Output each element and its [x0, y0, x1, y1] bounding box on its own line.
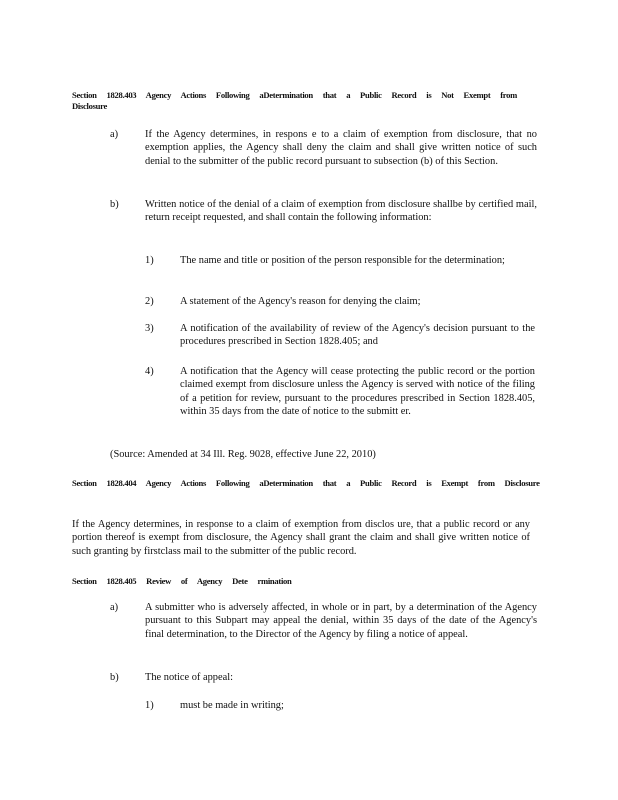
item-text: A notification of the availability of review of the Agency's decision pursuant to the procedures prescribed in Section 1828.405; and [180, 323, 535, 348]
item-label: a) [110, 129, 119, 140]
item-text: A notification that the Agency will cease protecting the public record or the portion claimed exempt from disclosure unless the Agency is served with notice of the filing of a petition for review, pursuant to the procedures prescribed in Section 1828.405, within 35 days from the date of notice to the submitt er. [180, 366, 535, 417]
section-heading-1828-405: Section 1828.405 Review of Agency Dete rmination [72, 576, 292, 586]
item-label: a) [110, 602, 119, 613]
section-heading-1828-403: Section 1828.403 Agency Actions Following aDetermination that a Public Record is Not Exempt from Disclosure [72, 90, 518, 111]
item-text: The notice of appeal: [145, 672, 233, 683]
item-text: The name and title or position of the person responsible for the determination; [180, 255, 505, 266]
item-label: b) [110, 672, 119, 683]
item-text: must be made in writing; [180, 700, 284, 711]
section-heading-1828-404: Section 1828.404 Agency Actions Following aDetermination that a Public Record is Exempt from Disclosure [72, 478, 540, 488]
item-label: b) [110, 199, 119, 210]
source-note: (Source: Amended at 34 Ill. Reg. 9028, effective June 22, 2010) [110, 449, 376, 460]
item-label: 2) [145, 296, 154, 307]
item-label: 3) [145, 323, 154, 334]
item-label: 1) [145, 700, 154, 711]
item-label: 4) [145, 366, 154, 377]
item-text: If the Agency determines, in respons e to a claim of exemption from disclosure, that no exemption applies, the Agency shall deny the claim and shall give written notice of such denial to the submitter of the public record pursuant to subsection (b) of this Section. [145, 129, 537, 167]
item-text: Written notice of the denial of a claim of exemption from disclosure shallbe by certified mail, return receipt requested, and shall contain the following information: [145, 199, 537, 224]
item-text: A submitter who is adversely affected, in whole or in part, by a determination of the Agency pursuant to this Subpart may appeal the denial, within 35 days of the date of the Agency's final determination, to the Director of the Agency by filing a notice of appeal. [145, 602, 537, 640]
item-label: 1) [145, 255, 154, 266]
section-paragraph: If the Agency determines, in response to a claim of exemption from disclos ure, that a public record or any portion thereof is exempt from disclosure, the Agency shall grant the claim and shall give written notice of such granting by firstclass mail to the submitter of the public record. [72, 519, 530, 557]
item-text: A statement of the Agency's reason for denying the claim; [180, 296, 421, 307]
